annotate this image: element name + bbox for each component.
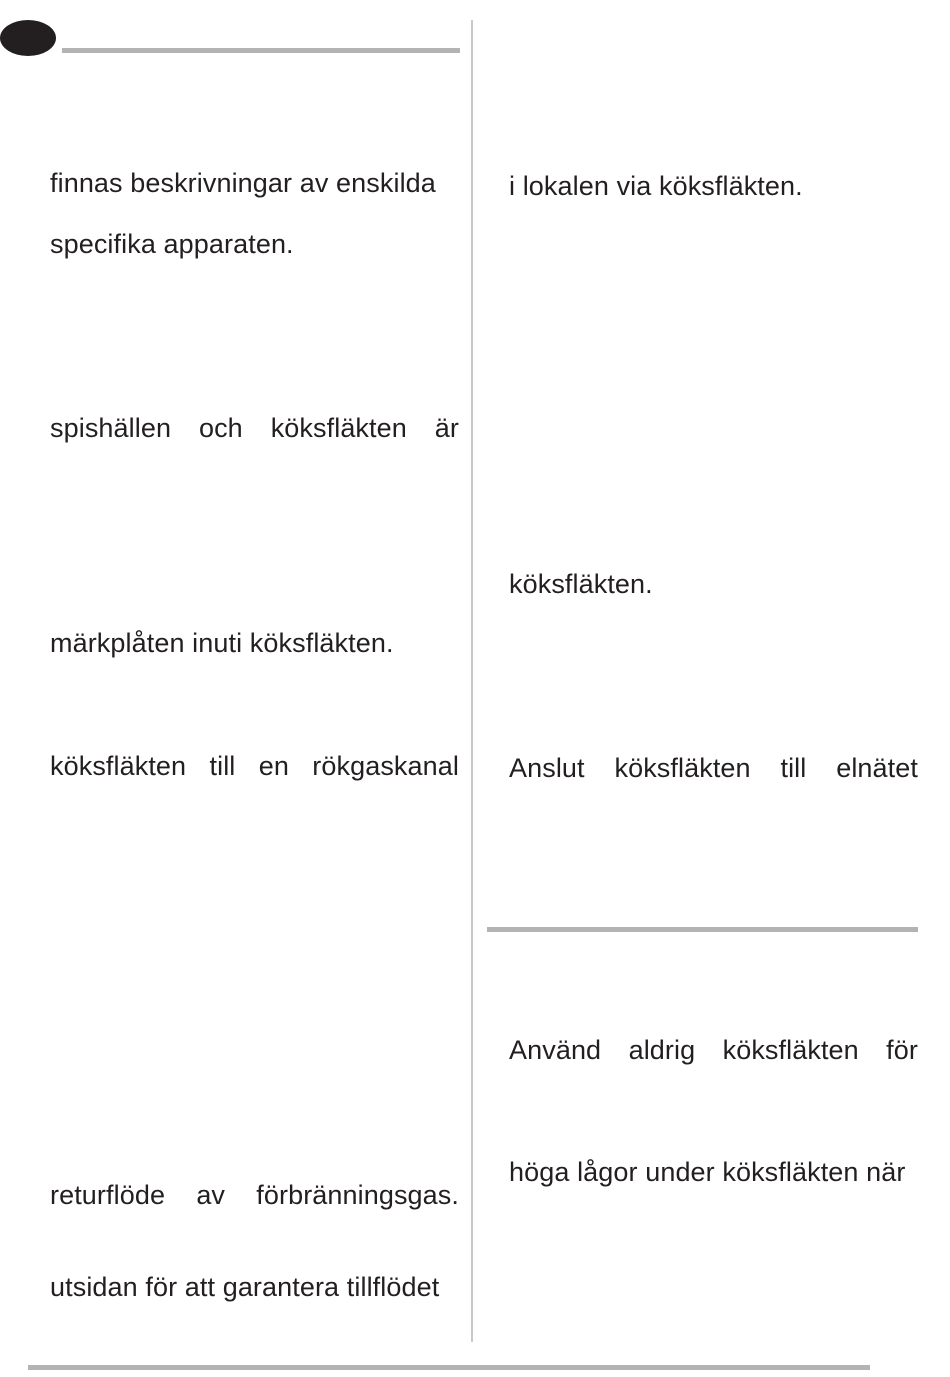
- word: aldrig: [628, 1035, 696, 1065]
- word: Anslut: [509, 753, 585, 783]
- word: är: [434, 413, 459, 443]
- footer-rule: [28, 1365, 870, 1370]
- section-rule: [487, 927, 918, 932]
- word: till: [209, 751, 236, 781]
- page-number-marker: [0, 20, 56, 56]
- right-text-line-4: [509, 1034, 918, 1066]
- right-text-line-1: i lokalen via köksfläkten.: [509, 171, 803, 201]
- word: köksfläkten: [50, 751, 187, 781]
- word: köksfläkten: [722, 1035, 859, 1065]
- left-text-line-7: utsidan för att garantera tillflödet: [50, 1272, 440, 1302]
- word: Använd: [509, 1035, 602, 1065]
- column-divider: [471, 20, 473, 1342]
- word: köksfläkten: [614, 753, 751, 783]
- word: elnätet: [836, 753, 918, 783]
- left-text-line-1: finnas beskrivningar av enskilda: [50, 168, 436, 198]
- word: för: [886, 1035, 918, 1065]
- word: returflöde: [50, 1180, 166, 1210]
- word: en: [258, 751, 289, 781]
- word: rökgaskanal: [312, 751, 459, 781]
- header-rule: [62, 48, 460, 53]
- left-text-line-4: märkplåten inuti köksfläkten.: [50, 628, 394, 658]
- word: till: [780, 753, 807, 783]
- right-text-line-2: köksfläkten.: [509, 569, 653, 599]
- word: av: [196, 1180, 226, 1210]
- right-text-line-5: höga lågor under köksfläkten när: [509, 1157, 906, 1187]
- left-text-line-6: [50, 1179, 459, 1211]
- word: och: [198, 413, 243, 443]
- word: förbränningsgas.: [256, 1180, 459, 1210]
- left-text-line-3: [50, 412, 459, 444]
- left-text-line-2: specifika apparaten.: [50, 229, 294, 259]
- right-text-line-3: [509, 752, 918, 784]
- word: köksfläkten: [270, 413, 407, 443]
- left-text-line-5: [50, 750, 459, 782]
- word: spishällen: [50, 413, 172, 443]
